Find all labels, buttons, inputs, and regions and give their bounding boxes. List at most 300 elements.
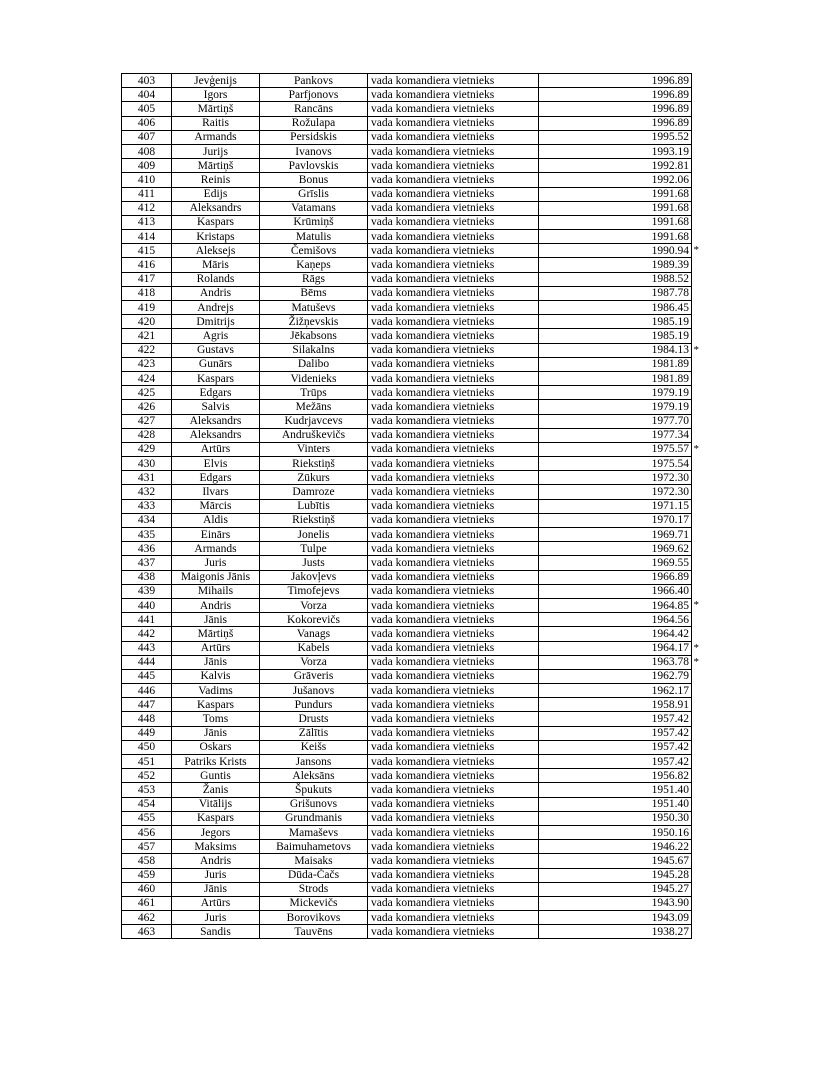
first-name-cell [172,584,260,598]
last-name-cell [260,244,368,258]
score-cell [539,740,692,754]
score-cell [539,797,692,811]
rank-number-text: 428 [137,429,156,442]
rank-number-cell [122,130,172,144]
position-text: vada komandiera vietnieks [371,230,495,243]
position-cell [368,102,539,116]
rank-number-text: 446 [137,684,156,697]
position-text: vada komandiera vietnieks [371,713,495,726]
first-name-text: Patriks Krists [184,755,247,768]
first-name-cell [172,598,260,612]
last-name-text: Grāveris [293,670,334,683]
first-name-cell [172,712,260,726]
first-name-cell [172,74,260,88]
rank-number-text: 454 [137,798,156,811]
rank-number-text: 460 [137,883,156,896]
position-text: vada komandiera vietnieks [371,656,495,669]
last-name-text: Vorza [300,599,327,612]
last-name-text: Grišunovs [289,798,338,811]
position-text: vada komandiera vietnieks [371,500,495,513]
score-cell [539,712,692,726]
position-text: vada komandiera vietnieks [371,783,495,796]
first-name-text: Oskars [199,741,232,754]
position-text: vada komandiera vietnieks [371,840,495,853]
table-row [122,130,692,144]
last-name-cell [260,825,368,839]
score-cell [539,301,692,315]
first-name-cell [172,187,260,201]
first-name-cell [172,428,260,442]
score-text: 1951.40 [651,783,689,796]
position-text: vada komandiera vietnieks [371,173,495,186]
last-name-cell [260,627,368,641]
table-row [122,925,692,939]
first-name-cell [172,88,260,102]
last-name-cell [260,428,368,442]
last-name-text: Zūkurs [297,471,330,484]
rank-number-cell [122,684,172,698]
last-name-text: Tauvēns [294,925,333,938]
rank-number-cell [122,627,172,641]
table-row [122,783,692,797]
score-text: 1996.89 [651,88,689,101]
score-text: 1946.22 [651,840,689,853]
position-cell [368,144,539,158]
last-name-text: Dūda-Čačs [287,869,340,882]
score-text: 1990.94 [651,244,689,257]
last-name-cell [260,414,368,428]
last-name-text: Krūmiņš [293,216,334,229]
position-text: vada komandiera vietnieks [371,145,495,158]
score-text: 1963.78 [651,656,689,669]
rank-number-cell [122,840,172,854]
first-name-cell [172,244,260,258]
score-cell [539,755,692,769]
last-name-cell [260,301,368,315]
table-row [122,272,692,286]
first-name-text: Artūrs [200,642,231,655]
table-row [122,896,692,910]
rank-number-cell [122,499,172,513]
score-text: 1970.17 [651,514,689,527]
first-name-text: Mārcis [199,500,232,513]
rank-number-cell [122,428,172,442]
last-name-text: Kabels [297,642,330,655]
first-name-cell [172,471,260,485]
last-name-text: Strods [298,883,329,896]
position-text: vada komandiera vietnieks [371,415,495,428]
last-name-cell [260,357,368,371]
position-text: vada komandiera vietnieks [371,443,495,456]
rank-number-text: 404 [137,88,156,101]
position-text: vada komandiera vietnieks [371,273,495,286]
last-name-text: Pavlovskis [288,159,339,172]
position-cell [368,797,539,811]
rank-number-text: 430 [137,457,156,470]
position-text: vada komandiera vietnieks [371,301,495,314]
last-name-cell [260,215,368,229]
score-cell [539,329,692,343]
last-name-text: Persidskis [290,131,337,144]
table-row [122,570,692,584]
last-name-cell [260,201,368,215]
score-cell [539,598,699,612]
position-text: vada komandiera vietnieks [371,202,495,215]
score-text: 1957.42 [651,741,689,754]
rank-number-cell [122,343,172,357]
position-text: vada komandiera vietnieks [371,159,495,172]
rank-number-cell [122,187,172,201]
rank-number-cell [122,201,172,215]
first-name-cell [172,911,260,925]
last-name-cell [260,74,368,88]
position-text: vada komandiera vietnieks [371,386,495,399]
table-row [122,371,692,385]
last-name-cell [260,499,368,513]
last-name-cell [260,442,368,456]
first-name-text: Kalvis [200,670,231,683]
asterisk-mark: * [693,641,699,654]
rank-number-text: 453 [137,783,156,796]
table-row [122,627,692,641]
last-name-text: Andruškevičs [281,429,346,442]
rank-number-cell [122,258,172,272]
table-row [122,286,692,300]
last-name-text: Grīslis [298,188,329,201]
first-name-text: Andris [199,287,232,300]
last-name-cell [260,712,368,726]
first-name-cell [172,783,260,797]
last-name-cell [260,386,368,400]
first-name-text: Mihails [197,585,234,598]
last-name-cell [260,882,368,896]
rank-number-text: 409 [137,159,156,172]
rank-number-cell [122,584,172,598]
position-cell [368,272,539,286]
score-cell [539,371,692,385]
last-name-cell [260,896,368,910]
table-row [122,315,692,329]
score-cell [539,499,692,513]
first-name-cell [172,854,260,868]
last-name-cell [260,343,368,357]
last-name-cell [260,669,368,683]
rank-number-cell [122,74,172,88]
position-cell [368,230,539,244]
score-cell [539,542,692,556]
last-name-text: Dalibo [297,358,330,371]
position-cell [368,400,539,414]
score-cell [539,641,699,655]
rank-number-text: 457 [137,840,156,853]
first-name-cell [172,159,260,173]
first-name-cell [172,499,260,513]
score-cell [539,428,692,442]
position-text: vada komandiera vietnieks [371,102,495,115]
last-name-cell [260,655,368,669]
score-cell [539,811,692,825]
position-text: vada komandiera vietnieks [371,457,495,470]
last-name-cell [260,542,368,556]
last-name-cell [260,584,368,598]
last-name-text: Maisaks [294,854,333,867]
score-cell [539,386,692,400]
last-name-cell [260,286,368,300]
last-name-text: Rožulapa [291,117,336,130]
table-row [122,598,692,612]
position-text: vada komandiera vietnieks [371,259,495,272]
position-text: vada komandiera vietnieks [371,358,495,371]
table-row [122,414,692,428]
first-name-cell [172,414,260,428]
first-name-cell [172,655,260,669]
first-name-text: Armands [194,542,237,555]
first-name-cell [172,627,260,641]
last-name-cell [260,116,368,130]
last-name-text: Mamaševs [288,826,339,839]
position-cell [368,442,539,456]
last-name-text: Jēkabsons [290,329,337,342]
rank-number-text: 444 [137,656,156,669]
score-text: 1966.40 [651,585,689,598]
rank-number-text: 448 [137,713,156,726]
first-name-text: Jānis [204,656,227,669]
rank-number-text: 407 [137,131,156,144]
last-name-text: Riekstiņš [292,457,335,470]
score-cell [539,244,699,258]
last-name-text: Rāgs [302,273,325,286]
score-text: 1962.79 [651,670,689,683]
last-name-text: Trūps [300,386,327,399]
first-name-text: Aldis [203,514,228,527]
last-name-cell [260,471,368,485]
first-name-text: Raitis [202,117,229,130]
rank-number-text: 420 [137,315,156,328]
score-text: 1956.82 [651,769,689,782]
last-name-cell [260,868,368,882]
rank-number-text: 413 [137,216,156,229]
first-name-text: Kaspars [196,372,235,385]
table-row [122,88,692,102]
rank-number-text: 440 [137,599,156,612]
last-name-cell [260,88,368,102]
table-row [122,528,692,542]
position-cell [368,598,539,612]
score-cell [539,769,692,783]
asterisk-mark: * [693,598,699,611]
position-cell [368,357,539,371]
last-name-cell [260,740,368,754]
rank-number-text: 443 [137,642,156,655]
position-cell [368,896,539,910]
score-text: 1975.54 [651,457,689,470]
table-row [122,811,692,825]
rank-number-cell [122,173,172,187]
first-name-text: Dmitrijs [196,315,235,328]
first-name-cell [172,301,260,315]
rank-number-text: 455 [137,812,156,825]
score-text: 1951.40 [651,798,689,811]
first-name-text: Igors [203,88,228,101]
rank-number-text: 422 [137,344,156,357]
score-cell [539,882,692,896]
table-row [122,301,692,315]
position-text: vada komandiera vietnieks [371,599,495,612]
position-text: vada komandiera vietnieks [371,571,495,584]
table-row [122,655,692,669]
first-name-cell [172,840,260,854]
score-cell [539,471,692,485]
last-name-text: Bēms [300,287,327,300]
score-cell [539,698,692,712]
first-name-text: Edgars [199,386,232,399]
position-cell [368,414,539,428]
first-name-cell [172,201,260,215]
rank-number-text: 436 [137,542,156,555]
score-cell [539,627,692,641]
last-name-text: Kaņeps [296,259,331,272]
last-name-text: Matulis [295,230,332,243]
position-cell [368,301,539,315]
score-cell [539,925,692,939]
table-row [122,173,692,187]
position-cell [368,712,539,726]
position-cell [368,911,539,925]
table-row [122,669,692,683]
rank-number-cell [122,896,172,910]
table-row [122,726,692,740]
rank-number-text: 432 [137,486,156,499]
rank-number-cell [122,272,172,286]
last-name-cell [260,783,368,797]
position-cell [368,868,539,882]
rank-number-text: 438 [137,571,156,584]
rank-number-text: 434 [137,514,156,527]
score-text: 1979.19 [651,386,689,399]
score-text: 1996.89 [651,102,689,115]
score-text: 1943.90 [651,897,689,910]
rank-number-text: 424 [137,372,156,385]
position-cell [368,783,539,797]
rank-number-cell [122,925,172,939]
first-name-cell [172,315,260,329]
rank-number-cell [122,457,172,471]
rank-number-cell [122,570,172,584]
position-cell [368,428,539,442]
table-row [122,882,692,896]
position-text: vada komandiera vietnieks [371,769,495,782]
first-name-text: Kaspars [196,698,235,711]
table-row [122,442,692,456]
first-name-text: Sandis [200,925,231,938]
first-name-text: Artūrs [200,443,231,456]
last-name-cell [260,698,368,712]
first-name-text: Mārtiņš [197,627,234,640]
table-row [122,712,692,726]
score-cell [539,513,692,527]
score-text: 1988.52 [651,273,689,286]
position-cell [368,173,539,187]
first-name-text: Kaspars [196,812,235,825]
score-text: 1985.19 [651,315,689,328]
score-cell [539,215,692,229]
first-name-cell [172,258,260,272]
last-name-cell [260,102,368,116]
table-row [122,329,692,343]
rank-number-text: 417 [137,273,156,286]
last-name-text: Jakovļevs [290,571,337,584]
rank-number-text: 419 [137,301,156,314]
table-row [122,740,692,754]
rank-number-cell [122,868,172,882]
table-row [122,471,692,485]
last-name-text: Riekstiņš [292,514,335,527]
table-row [122,684,692,698]
score-cell [539,187,692,201]
score-cell [539,528,692,542]
last-name-cell [260,726,368,740]
rank-number-text: 408 [137,145,156,158]
rank-number-cell [122,230,172,244]
last-name-text: Pundurs [294,698,333,711]
position-cell [368,215,539,229]
first-name-cell [172,556,260,570]
rank-number-cell [122,542,172,556]
rank-number-cell [122,911,172,925]
position-cell [368,740,539,754]
position-text: vada komandiera vietnieks [371,727,495,740]
asterisk-mark: * [693,343,699,356]
last-name-cell [260,528,368,542]
position-text: vada komandiera vietnieks [371,684,495,697]
first-name-text: Salvis [201,400,230,413]
score-cell [539,457,692,471]
score-cell [539,840,692,854]
last-name-cell [260,911,368,925]
last-name-cell [260,684,368,698]
ranking-table-body [122,74,699,939]
position-cell [368,755,539,769]
position-text: vada komandiera vietnieks [371,627,495,640]
score-text: 1945.67 [651,854,689,867]
table-row [122,613,692,627]
table-row [122,499,692,513]
first-name-cell [172,613,260,627]
position-text: vada komandiera vietnieks [371,897,495,910]
position-cell [368,315,539,329]
score-cell [539,726,692,740]
position-cell [368,669,539,683]
last-name-cell [260,755,368,769]
last-name-text: Drusts [298,713,329,726]
table-row [122,457,692,471]
rank-number-text: 439 [137,585,156,598]
last-name-text: Jansons [295,755,332,768]
first-name-text: Agris [202,329,229,342]
score-text: 1984.13 [651,344,689,357]
rank-number-text: 429 [137,443,156,456]
position-cell [368,769,539,783]
position-cell [368,457,539,471]
score-text: 1964.42 [651,627,689,640]
position-cell [368,371,539,385]
score-text: 1969.62 [651,542,689,555]
first-name-text: Andris [199,599,232,612]
rank-number-cell [122,669,172,683]
score-text: 1977.70 [651,415,689,428]
first-name-text: Kaspars [196,216,235,229]
position-text: vada komandiera vietnieks [371,556,495,569]
